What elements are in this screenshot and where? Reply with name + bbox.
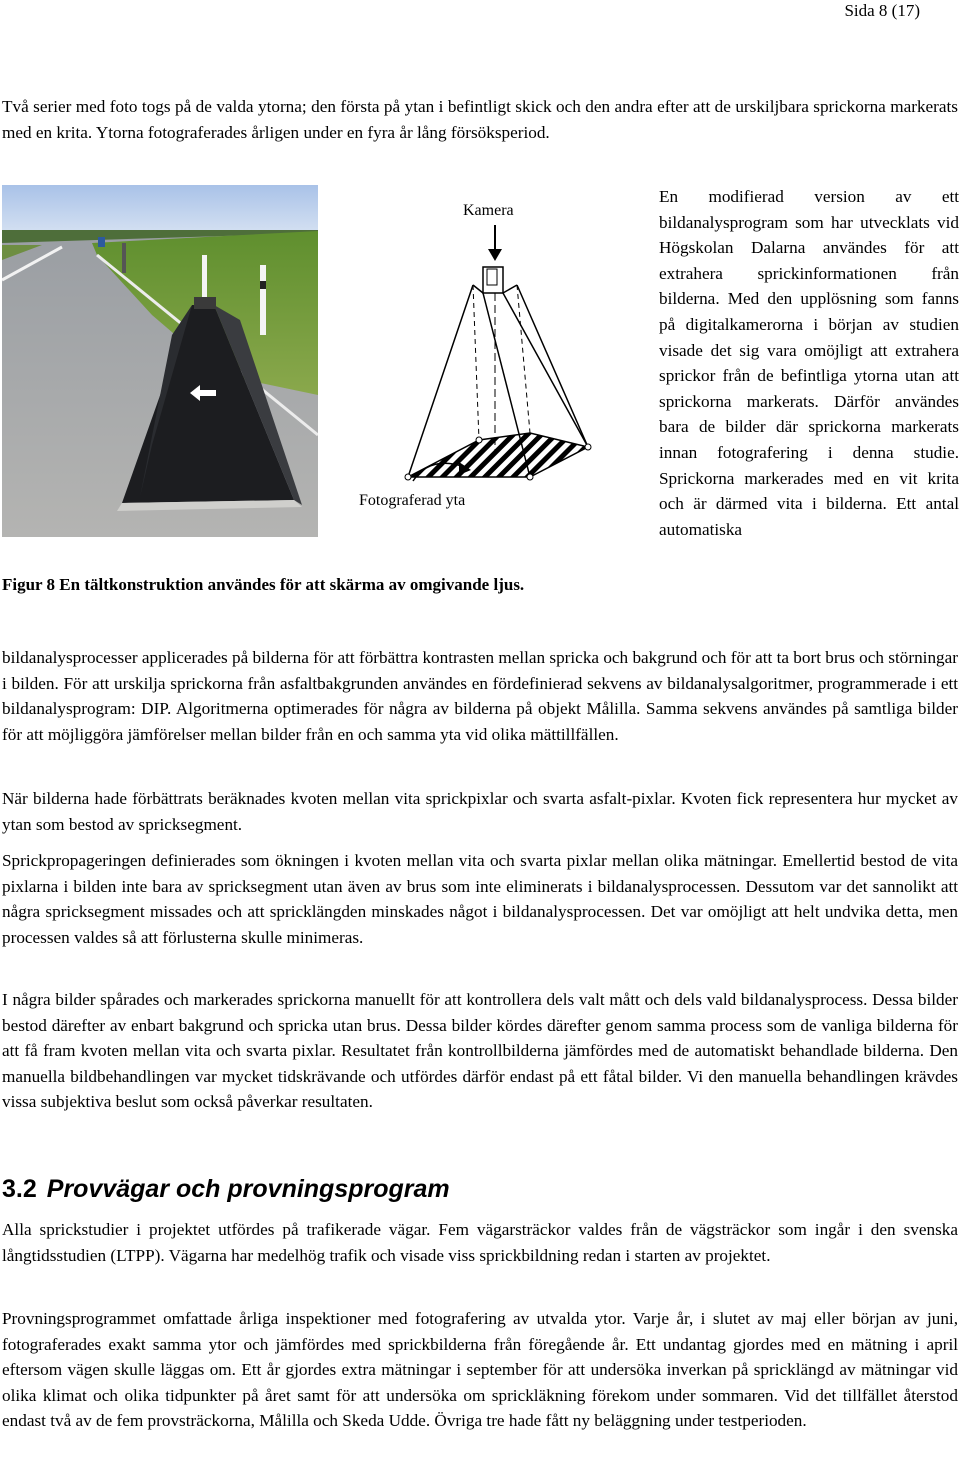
section-heading: [2, 1177, 450, 1203]
figure-caption: Figur 8 En tältkonstruktion användes för att skärma av omgivande ljus.: [2, 575, 525, 594]
paragraph-program: Provningsprogrammet omfattade årliga inspektioner med fotografering av utvalda ytor. Varje år, i slutet av maj eller början av juni, fotograferades exakt samma ytor och jämfördes med sprickbilderna från föregående år. Ett undantag gjordes med en mätning i april eftersom vägen skulle läggas om. Ett år gjordes extra mätningar i september för att undersöka inverkan på spricklängd av mätningar vid olika klimat och olika tidpunkter på året samt för att undersöka om sprickläkning förekom under sommaren. Vid det tillfället återstod endast två av de fem provsträckorna, Målilla och Skeda Udde. Övriga tre hade fått ny beläggning under testperioden.: [2, 1309, 958, 1431]
paragraph-manual: I några bilder spårades och markerades sprickorna manuellt för att kontrollera dels valt mått och dels vald bildanalysprocess. Dessa bilder bestod därefter av enbart bakgrund och spricka utan brus. Dessa bilder kördes därefter genom samma process som de vanliga bilderna för att få fram kvoten mellan vita och svarta pixlar. Resultatet från kontrollbilderna jämfördes med de automatiskt behandlade bilderna. Den manuella bildbehandlingen var mycket tidskrävande och utfördes därför endast på ett fåtal bilder. Vi den manuella behandlingen krävdes vissa subjektiva beslut som också påverkar resultaten.: [2, 990, 958, 1112]
paragraph-roads: Alla sprickstudier i projektet utfördes på trafikerade vägar. Fem vägarsträckor valdes från de vägsträckor som ingår i den svenska långtidsstudien (LTPP). Vägarna har medelhög trafik och visade viss sprickbildning redan i starten av projektet.: [2, 1220, 958, 1265]
intro-paragraph: Två serier med foto togs på de valda ytorna; den första på ytan i befintligt skick och den andra efter att de urskiljbara sprickorna markerats med en krita. Ytorna fotograferades årligen under en fyra år lång försöksperiod.: [2, 97, 958, 142]
section-title: Provvägar och provningsprogram: [46, 1175, 450, 1203]
arrow-down-icon: [488, 249, 502, 261]
photographed-area-label: Fotograferad yta: [359, 492, 466, 509]
paragraph-propagation: Sprickpropageringen definierades som ökningen i kvoten mellan vita och svarta pixlar mellan olika mätningar. Emellertid bestod de vita pixlarna i bilden inte bara av spricksegment utan även av brus som inte eliminerats i bildanalysprocessen. Dessutom var det sannolikt att några spricksegment missades och att spricklängden minskades något i bildanalysprocessen. Det var omöjligt att helt undvika detta, men processen valdes så att förlusterna skulle minimeras.: [2, 851, 958, 947]
section-number: 3.2: [2, 1175, 37, 1203]
tent-diagram: [335, 185, 655, 525]
tent-photo: [2, 185, 318, 537]
paragraph-ratio: När bilderna hade förbättrats beräknades kvoten mellan vita sprickpixlar och svarta asfalt-pixlar. Kvoten fick representera hur mycket av ytan som bestod av spricksegment.: [2, 789, 958, 834]
camera-label: Kamera: [463, 202, 514, 219]
page-number: Sida 8 (17): [844, 1, 920, 20]
side-paragraph: En modifierad version av ett bildanalysprogram som har utvecklats vid Högskolan Dalarna användes för att extrahera sprickinformationen från bilderna. Med den upplösning som fanns på digitalkamerorna i början av studien visade det sig vara omöjligt att extrahera sprickor från de befintliga ytorna utan att sprickorna markerats. Därför användes bara de bilder där sprickorna markerats innan fotografering i denna studie. Sprickorna markerades med en vit krita och är därmed vita i bilderna. Ett antal automatiska: [659, 187, 959, 539]
continued-paragraph: bildanalysprocesser applicerades på bilderna för att förbättra kontrasten mellan spricka och bakgrund och för att ta bort brus och störningar i bilden. För att urskilja sprickorna från asfaltbakgrunden användes en fördefinierad sekvens av bildanalysalgoritmer, programmerade i ett bildanalysprogram: DIP. Algoritmerna optimerades för några av bilderna på objekt Målilla. Samma sekvens användes på samtliga bilder för att möjliggöra jämförelser mellan bilder från en och samma yta vid olika mättillfällen.: [2, 648, 958, 744]
